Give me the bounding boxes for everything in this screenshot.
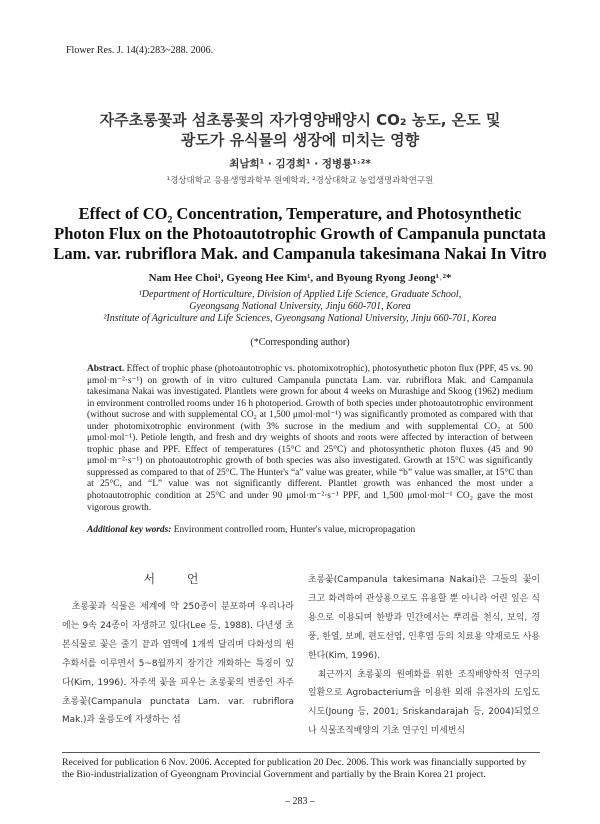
page-number: – 283 – [285, 796, 315, 807]
english-title-line-3: Lam. var. rubriflora Mak. and Campanula takesimana Nakai In Vitro [53, 244, 547, 263]
section-heading-introduction: 서 언 [143, 572, 213, 586]
korean-authors: 최남희¹ · 김경희¹ · 정병룡¹˒²* [229, 158, 371, 170]
keywords [87, 525, 533, 535]
abstract-label: Abstract. [87, 364, 125, 374]
body-column-right [308, 571, 540, 741]
body-paragraph: 초롱꽃과 식물은 세계에 약 250종이 분포하며 우리나라에는 9속 24종이 자생하고 있다(Lee 등, 1988). 다년생 초본식물로 꽃은 줄기 끝과 엽액에 1개씩 달리며 다화성의 원추화서를 이루면서 5~8월까지 장기간 개화하는 특징이 있다(Kim, 1996). 자주색 꽃을 피우는 초롱꽃의 변종인 자주초롱꽃(Campanula punctata Lam. var. rubriflora Mak.)과 울릉도에 자생하는 섬 [62, 602, 294, 726]
journal-citation: Flower Res. J. 14(4):283~288. 2006. [66, 45, 214, 56]
affiliation-1-line-1: ¹Department of Horticulture, Division of Applied Life Science, Graduate School, [138, 289, 462, 300]
korean-affiliation: ¹경상대학교 응용생명과학부 원예학과, ²경상대학교 농업생명과학연구원 [166, 176, 434, 186]
received-footnote: Received for publication 6 Nov. 2006. Accepted for publication 20 Dec. 2006. This work was financially supported by the Bio-industrialization of Gyeongnam Provincial Government and partially by the Brain Korea 21 project. [62, 757, 527, 780]
body-paragraph: 초롱꽃(Campanula takesimana Nakai)은 그들의 꽃이 크고 화려하여 관상용으로도 유용할 뿐 아니라 어린 잎은 식용으로 이용되며 한방과 민간에서는 뿌리를 천식, 보익, 경풍, 한열, 보폐, 편도선염, 인후염 등의 치료용 약재로도 사용한다(Kim, 1996). [308, 575, 540, 661]
english-title-line-2: Photon Flux on the Photoautotrophic Growth of Campanula punctata [54, 224, 546, 243]
abstract [87, 364, 533, 514]
english-authors: Nam Hee Choi¹, Gyeong Hee Kim¹, and Byoung Ryong Jeong¹˒²* [148, 272, 452, 284]
abstract-text: Effect of trophic phase (photoautotrophic vs. photomixotrophic), photosynthetic photon flux (PPF, 45 vs. 90 μmol·m⁻²·s⁻¹) on growth of in vitro cultured Campanula punctata Lam. var. rubriflora Mak. and Campanula takesimana Nakai was investigated. Plantlets were grown for about 4 weeks on Murashige and Skoog (1962) medium in environment controlled rooms under 16 h photoperiod. Growth of both species under photoautotrophic environment (without sucrose and with supplemental CO₂ at 1,500 μmol·mol⁻¹) was significantly promoted as compared with that under photomixotrophic environment (with 3% sucrose in the medium and with supplemental CO₂ at 500 μmol·mol⁻¹). Petiole length, and fresh and dry weights of shoots and roots were affected by interaction of between trophic phase and PPF. Effect of temperatures (15°C and 25°C) and photosynthetic photon fluxes (45 and 90 μmol·m⁻²·s⁻¹) on photoautotrophic growth of both species was also investigated. Growth at 15°C was significantly suppressed as compared to that of 25°C. The Hunter's “a” value was greater, while “b” value was smaller, at 15°C than at 25°C, and “L” value was not significantly different. Plantlet growth was enhanced the most under a photoautotrophic condition at 25°C and under 90 μmol·m⁻²·s⁻¹ PPF, and 1,500 μmol·mol⁻¹ CO₂ gave the most vigorous growth. [87, 364, 533, 513]
korean-title-line-1: 자주초롱꽃과 섬초롱꽃의 자가영양배양시 CO₂ 농도, 온도 및 [99, 111, 501, 129]
keywords-text: Environment controlled room, Hunter's value, micropropagation [173, 525, 416, 535]
corresponding-author-note: (*Corresponding author) [250, 337, 350, 348]
footnote-divider [62, 752, 540, 753]
affiliation-1-line-2: Gyeongsang National University, Jinju 660-701, Korea [189, 301, 411, 312]
english-title-line-1: Effect of CO₂ Concentration, Temperature, and Photosynthetic [78, 204, 522, 223]
body-column-left [62, 598, 294, 730]
keywords-label: Additional key words: [87, 525, 172, 535]
affiliation-2: ²Institute of Agriculture and Life Sciences, Gyeongsang National University, Jinju 660-701, Korea [103, 313, 497, 324]
korean-title-line-2: 광도가 유식물의 생장에 미치는 영향 [180, 131, 420, 149]
body-paragraph: 최근까지 초롱꽃의 원예화를 위한 조직배양학적 연구의 일환으로 Agrobacterium을 이용한 외래 유전자의 도입도 시도(Joung 등, 2001; Sriskandarajah 등, 2004)되었으나 식물조직배양의 기초 연구인 미세번식 [308, 669, 540, 737]
